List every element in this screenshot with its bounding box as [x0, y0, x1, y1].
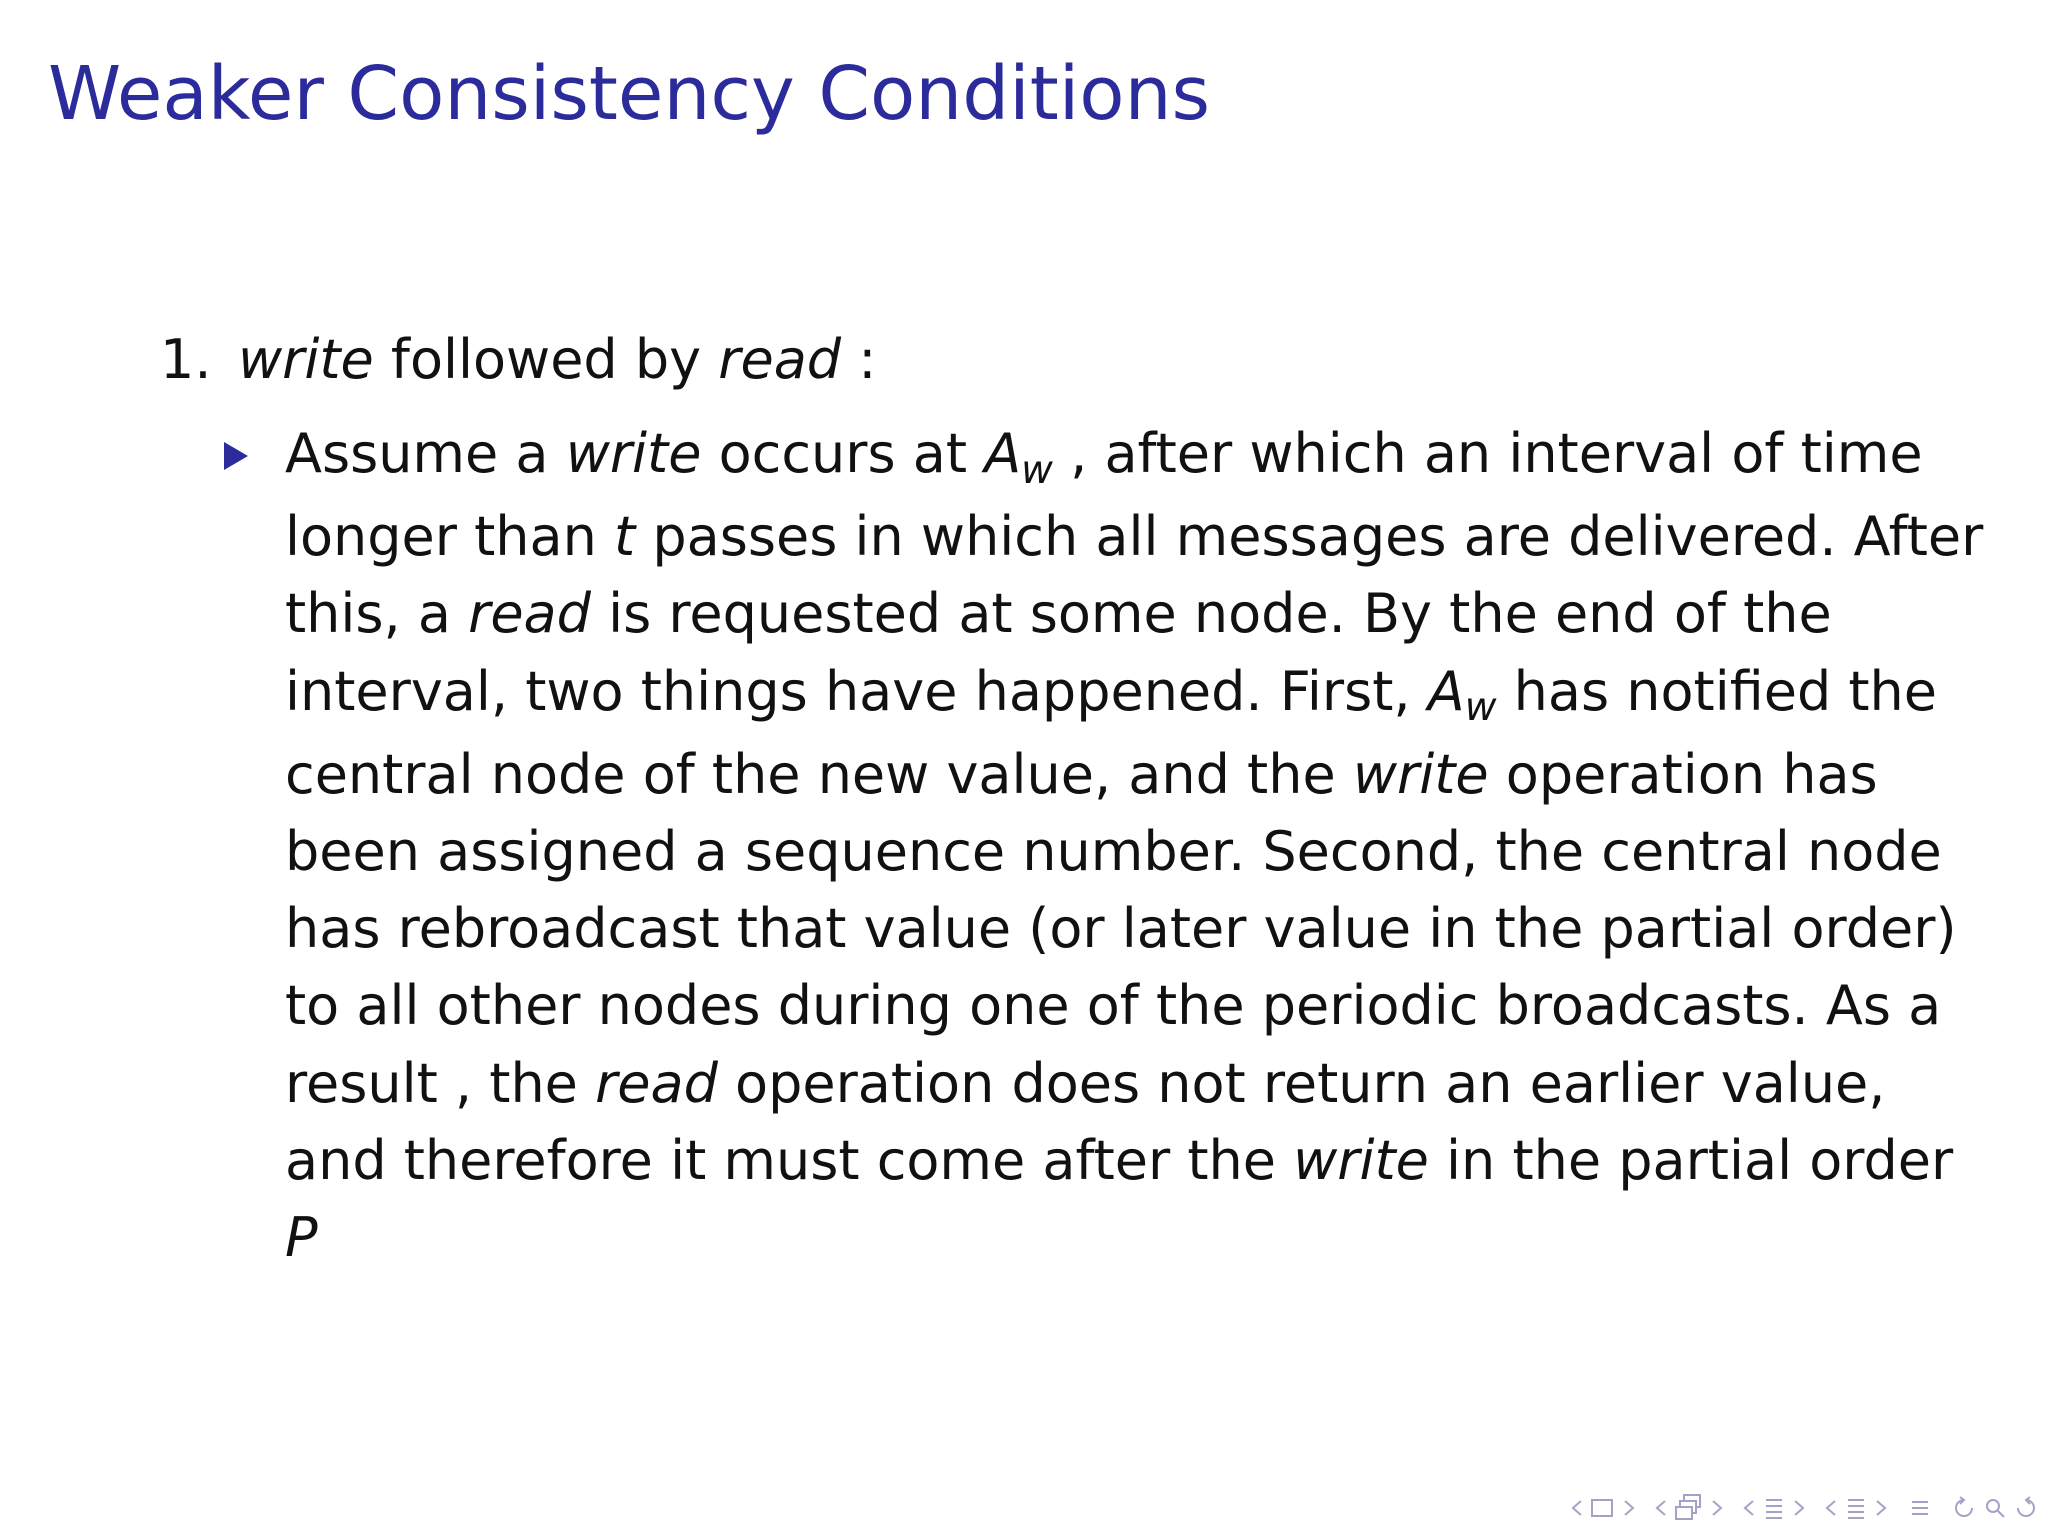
- nav-next-icon[interactable]: [1874, 1498, 1888, 1518]
- nav-next-icon[interactable]: [1710, 1498, 1724, 1518]
- paragraph-line: [285, 1045, 1915, 1122]
- italic-term-read: read: [468, 582, 591, 646]
- italic-term-write: write: [1352, 742, 1489, 806]
- math-symbol-p: P: [285, 1206, 318, 1270]
- text-run: and therefore it must come after the: [285, 1128, 1294, 1192]
- nav-frames-stack-icon[interactable]: [1672, 1493, 1706, 1523]
- nav-frame-group[interactable]: [1654, 1493, 1724, 1523]
- item-op-read: read: [718, 328, 842, 391]
- paragraph-line: [285, 653, 1938, 736]
- paragraph-line: [285, 1199, 1915, 1276]
- item-tail-text: :: [841, 328, 877, 391]
- nav-align-icon[interactable]: [1906, 1494, 1934, 1522]
- nav-search-group[interactable]: [1952, 1495, 2038, 1521]
- math-symbol-a: A: [1427, 659, 1465, 723]
- text-run: in the partial order: [1428, 1128, 1954, 1192]
- item-number: 1.: [160, 328, 212, 391]
- text-run: central node of the new value, and the: [285, 742, 1353, 806]
- nav-prev-icon[interactable]: [1742, 1498, 1756, 1518]
- nav-section-icon[interactable]: [1842, 1494, 1870, 1522]
- italic-term-write: write: [565, 422, 702, 485]
- nav-search-icon[interactable]: [1982, 1495, 2008, 1521]
- paragraph-line: [285, 1122, 1954, 1199]
- text-run: to all other nodes during one of the periodic broadcasts. As a: [285, 974, 1942, 1038]
- nav-next-icon[interactable]: [1792, 1498, 1806, 1518]
- text-run: this, a: [285, 582, 469, 646]
- nav-prev-icon[interactable]: [1824, 1498, 1838, 1518]
- bullet-triangle-icon: [222, 440, 250, 472]
- italic-term-read: read: [595, 1051, 718, 1115]
- paragraph-line: [285, 967, 1942, 1044]
- bullet-paragraph: [285, 415, 1984, 1276]
- text-run: result , the: [285, 1051, 596, 1115]
- text-run: interval, two things have happened. First,: [285, 659, 1428, 723]
- beamer-navigation-bar: [1570, 1486, 2038, 1530]
- paragraph-line: [285, 813, 1942, 890]
- text-run: occurs at: [701, 422, 985, 485]
- math-subscript-w: w: [1464, 685, 1497, 731]
- slide-title: Weaker Consistency Conditions: [48, 51, 1211, 137]
- paragraph-line: [285, 890, 1957, 967]
- nav-forward-icon[interactable]: [2012, 1495, 2038, 1521]
- italic-term-write: write: [1293, 1128, 1429, 1192]
- paragraph-line: [285, 575, 1915, 652]
- text-run: been assigned a sequence number. Second, the central node: [285, 820, 1942, 884]
- nav-slide-group[interactable]: [1570, 1495, 1636, 1521]
- item-mid-text: followed by: [373, 328, 719, 391]
- math-symbol-a: A: [984, 422, 1022, 485]
- nav-align-group[interactable]: [1906, 1494, 1934, 1522]
- nav-section-group[interactable]: [1824, 1494, 1888, 1522]
- math-symbol-t: t: [614, 505, 636, 569]
- nav-prev-icon[interactable]: [1570, 1498, 1584, 1518]
- nav-back-icon[interactable]: [1952, 1495, 1978, 1521]
- nav-subsection-icon[interactable]: [1760, 1494, 1788, 1522]
- text-run: longer than: [285, 505, 615, 569]
- nav-frame-icon[interactable]: [1588, 1495, 1618, 1521]
- paragraph-line: [285, 415, 1923, 498]
- text-run: is requested at some node. By the end of the: [590, 582, 1832, 646]
- item-op-write: write: [238, 328, 374, 391]
- text-run: passes in which all messages are delivered. After: [635, 505, 1984, 569]
- enumerated-item: [160, 322, 876, 398]
- nav-subsection-group[interactable]: [1742, 1494, 1806, 1522]
- text-run: operation does not return an earlier value,: [717, 1051, 1886, 1115]
- paragraph-line: [285, 736, 1915, 813]
- nav-prev-icon[interactable]: [1654, 1498, 1668, 1518]
- text-run: operation has: [1488, 742, 1878, 806]
- text-run: , after which an interval of time: [1052, 422, 1923, 485]
- text-run: has notified the: [1496, 659, 1938, 723]
- text-run: has rebroadcast that value (or later value in the partial order): [285, 897, 1957, 961]
- nav-next-icon[interactable]: [1622, 1498, 1636, 1518]
- text-run: Assume a: [285, 422, 566, 485]
- math-subscript-w: w: [1021, 447, 1053, 493]
- paragraph-line: [285, 498, 1984, 575]
